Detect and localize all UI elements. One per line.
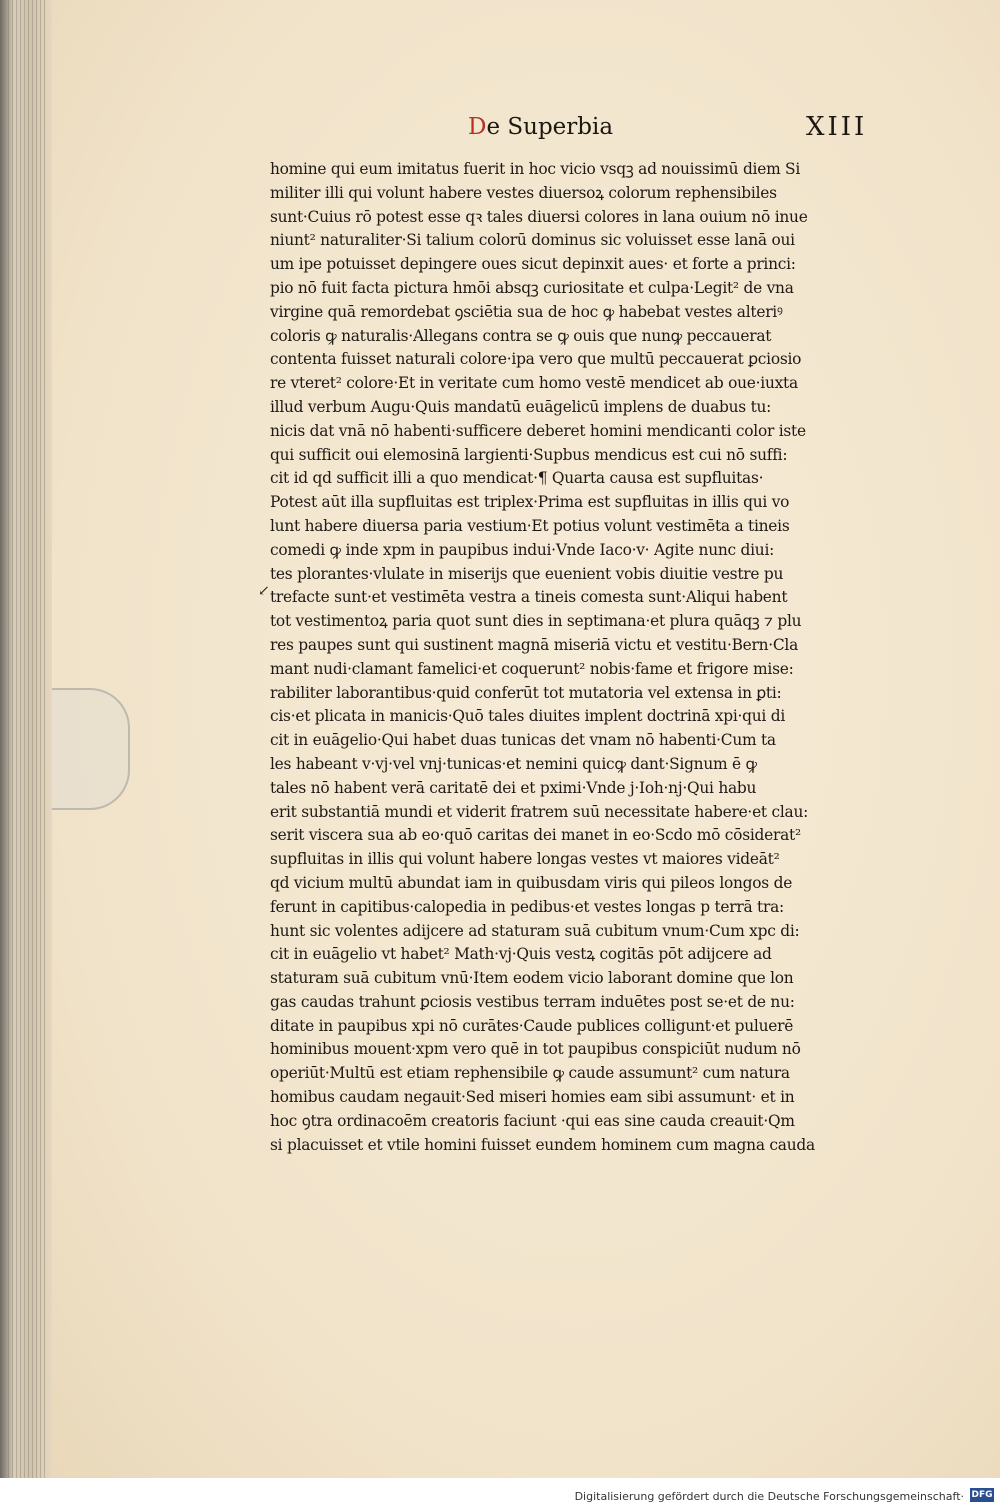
running-title [468, 114, 613, 140]
text-line: pio nō fuit facta pictura hmōi absqꝫ curiositate et culpa·Legit² de vna [270, 278, 794, 297]
text-line: qd vicium multū abundat iam in quibusdam viris qui pileos longos de [270, 873, 793, 892]
text-line: supfluitas in illis qui volunt habere longas vestes vt maiores videāt² [270, 850, 780, 869]
text-line: illud verbum Augu·Quis mandatū euāgelicū implens de duabus tu: [270, 397, 772, 416]
page-clip [52, 688, 130, 810]
text-line: cit id qd sufficit illi a quo mendicat·¶ Quarta causa est supfluitas· [270, 469, 764, 488]
dfg-logo: DFG [971, 1490, 993, 1500]
funding-credit: Digitalisierung gefördert durch die Deutsche Forschungsgemeinschaft· [574, 1490, 964, 1503]
text-line: tot vestimentoꝝ paria quot sunt dies in septimana·et plura quāqꝫ ⁊ plu [270, 612, 802, 631]
text-line: cit in euāgelio vt habet² Math·vj·Quis vestꝝ cogitās pōt adijcere ad [270, 945, 772, 964]
text-line: cis·et plicata in manicis·Quō tales diuites implent doctrinā xpi·qui di [270, 707, 786, 726]
text-line: qui sufficit oui elemosinā largienti·Supbus mendicus est cui nō suffi: [270, 445, 788, 464]
text-line: virgine quā remordebat ꝯsciētia sua de hoc ꝙ habebat vestes alteriꝰ [270, 302, 783, 321]
text-line: tales nō habent verā caritatē dei et pximi·Vnde j·Ioh·nj·Qui habu [270, 778, 757, 797]
text-line: Potest aūt illa supfluitas est triplex·Prima est supfluitas in illis qui vo [270, 493, 790, 512]
text-line: nicis dat vnā nō habenti·sufficere deberet homini mendicanti color iste [270, 421, 806, 440]
text-line: les habeant v·vj·vel vnj·tunicas·et nemini quicꝙ dant·Signum ē ꝙ [270, 754, 757, 773]
text-line: coloris ꝙ naturalis·Allegans contra se ꝙ ouis que nunꝙ peccauerat [270, 326, 772, 345]
text-line: contenta fuisset naturali colore·ipa vero que multū peccauerat ꝑciosio [270, 350, 802, 369]
page-leaves [8, 0, 48, 1509]
text-line: hoc ꝯtra ordinacoēm creatoris faciunt ·qui eas sine cauda creauit·Qm [270, 1111, 795, 1130]
text-block [270, 158, 922, 1157]
text-line: ditate in paupibus xpi nō curātes·Caude publices colligunt·et puluerē [270, 1016, 794, 1035]
running-title-initial: D [468, 114, 487, 140]
text-line: niunt² naturaliter·Si talium colorū dominus sic voluisset esse lanā oui [270, 231, 795, 250]
folio-number: XIII [806, 112, 868, 142]
text-line: homine qui eum imitatus fuerit in hoc vicio vsqꝫ ad nouissimū diem Si [270, 160, 801, 178]
text-line: cit in euāgelio·Qui habet duas tunicas det vnam nō habenti·Cum ta [270, 731, 776, 750]
text-line: rabiliter laborantibus·quid conferūt tot mutatoria vel extensa in ꝑti: [270, 683, 782, 702]
text-line: sunt·Cuius rō potest esse qꝛ tales diuersi colores in lana ouium nō inue [270, 207, 808, 226]
text-line: serit viscera sua ab eo·quō caritas dei manet in eo·Scdo mō cōsiderat² [270, 826, 801, 845]
text-line: re vteret² colore·Et in veritate cum homo vestē mendicet ab oue·iuxta [270, 374, 798, 393]
text-line: ferunt in capitibus·calopedia in pedibus·et vestes longas p terrā tra: [270, 897, 784, 916]
text-line: gas caudas trahunt ꝑciosis vestibus terram induētes post se·et de nu: [270, 992, 795, 1011]
text-line: trefacte sunt·et vestimēta vestra a tineis comesta sunt·Aliqui habent [270, 588, 788, 607]
running-title-text: e Superbia [486, 114, 614, 140]
text-line: staturam suā cubitum vnū·Item eodem vicio laborant domine que lon [270, 969, 794, 988]
text-line: um ipe potuisset depingere oues sicut depinxit aues· et forte a princi: [270, 255, 796, 274]
text-line: hominibus mouent·xpm vero quē in tot paupibus conspiciūt nudum nō [270, 1040, 801, 1059]
text-line: mant nudi·clamant famelici·et coquerunt² nobis·fame et frigore mise: [270, 659, 794, 678]
text-line: operiūt·Multū est etiam rephensibile ꝙ caude assumunt² cum natura [270, 1064, 790, 1083]
text-line: si placuisset et vtile homini fuisset eundem hominem cum magna cauda [270, 1135, 815, 1154]
text-line: lunt habere diuersa paria vestium·Et potius volunt vestimēta a tineis [270, 516, 790, 535]
margin-pointer-mark: ↙ [258, 583, 270, 599]
text-line: erit substantiā mundi et viderit fratrem suū necessitate habere·et clau: [270, 802, 809, 821]
text-line: militer illi qui volunt habere vestes diuersoꝝ colorum rephensibiles [270, 183, 777, 202]
text-line: res paupes sunt qui sustinent magnā miseriā victu et vestitu·Bern·Cla [270, 635, 799, 654]
text-line: homibus caudam negauit·Sed miseri homies eam sibi assumunt· et in [270, 1088, 795, 1107]
book-fore-edge [0, 0, 52, 1509]
text-line: tes plorantes·vlulate in miserijs que euenient vobis diuitie vestre pu [270, 564, 784, 583]
text-line: comedi ꝙ inde xpm in paupibus indui·Vnde Iaco·v· Agite nunc diui: [270, 540, 775, 559]
text-line: hunt sic volentes adijcere ad staturam suā cubitum vnum·Cum xpc di: [270, 921, 800, 940]
